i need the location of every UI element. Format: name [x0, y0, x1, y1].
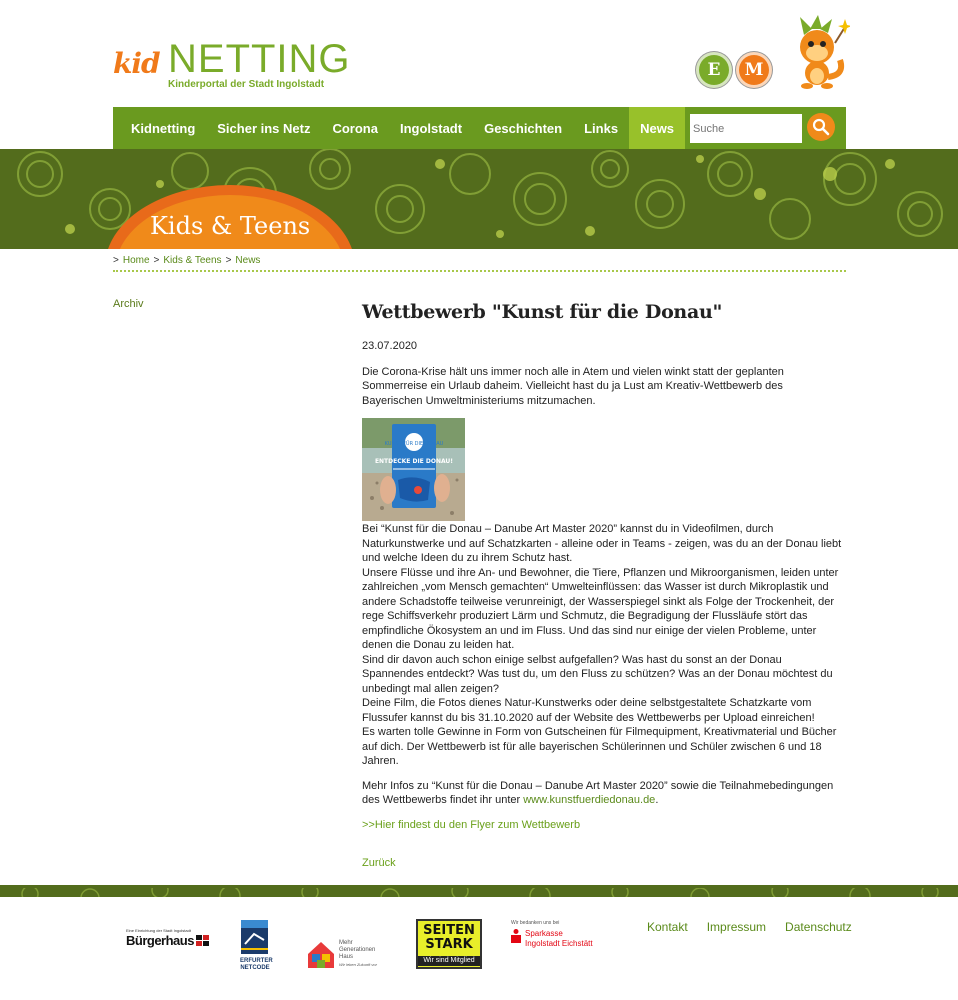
mascot-icon — [790, 15, 850, 90]
nav-item-news[interactable]: News — [629, 107, 685, 149]
breadcrumb-current[interactable]: News — [235, 255, 261, 266]
buergerhaus-icon — [196, 935, 210, 947]
search-button[interactable] — [807, 113, 835, 141]
footer-pattern — [0, 888, 958, 897]
footer-links — [647, 920, 852, 934]
buergerhaus-text: Bürgerhaus — [126, 933, 194, 948]
search-input[interactable] — [690, 114, 802, 143]
flyer-text-donau: ENTDECKE DIE DONAU! — [374, 458, 454, 465]
breadcrumb-home[interactable]: Home — [122, 255, 150, 266]
netcode-icon — [240, 920, 270, 954]
breadcrumb-separator: > — [113, 255, 119, 266]
nav-item-geschichten[interactable]: Geschichten — [484, 120, 563, 136]
breadcrumb-separator: > — [225, 255, 232, 266]
flyer-text-kunst: KUNST FÜR DIE DONAU — [384, 441, 444, 447]
nav-item-kidnetting[interactable]: Kidnetting — [131, 120, 196, 136]
banner-title: Kids & Teens — [150, 212, 311, 240]
erfurter-netcode-logo[interactable] — [240, 920, 273, 974]
footer-band — [0, 885, 958, 897]
mgh-text-3: Haus — [339, 954, 354, 960]
seitenstark-text-3: Wir sind Mitglied — [418, 956, 480, 966]
footer-link-kontakt[interactable]: Kontakt — [647, 920, 688, 934]
more-info-suffix: . — [655, 794, 659, 806]
more-info-text: Mehr Infos zu “Kunst für die Donau – Danube Art Master 2020” sowie die Teilnahmebedingungen des Wettbewerbs findet ihr unter — [362, 779, 834, 806]
breadcrumb-section[interactable]: Kids & Teens — [163, 255, 222, 266]
mgh-text-1: Mehr — [339, 940, 353, 946]
article-date: 23.07.2020 — [362, 340, 418, 352]
seitenstark-logo[interactable] — [416, 919, 482, 969]
search-icon — [812, 118, 830, 136]
mehrgenerationenhaus-logo[interactable] — [306, 940, 386, 974]
sparkasse-logo[interactable] — [511, 920, 611, 960]
banner-pattern — [0, 149, 958, 249]
footer-link-datenschutz[interactable]: Datenschutz — [785, 920, 852, 934]
language-m-button[interactable]: M — [736, 52, 772, 88]
sparkasse-text-2: Ingolstadt Eichstätt — [525, 939, 593, 948]
back-link[interactable]: Zurück — [362, 857, 396, 869]
logo-netting-text: NETTING — [168, 37, 351, 81]
sidebar-archiv-link[interactable]: Archiv — [113, 298, 144, 310]
logo-kid-text: kid — [113, 47, 160, 80]
logo-subtitle: Kinderportal der Stadt Ingolstadt — [168, 79, 325, 90]
breadcrumb-separator: > — [153, 255, 160, 266]
house-icon — [306, 940, 336, 970]
seitenstark-text-1: SEITEN — [423, 923, 475, 938]
breadcrumb — [113, 255, 260, 266]
mgh-text-4: Wir leben Zukunft vor — [339, 962, 377, 967]
article — [362, 300, 846, 871]
article-intro: Die Corona-Krise hält uns immer noch alle in Atem und vielen winkt statt der geplanten Sommerreise ein Urlaub daheim. Vielleicht hast du ja Lust am Kreativ-Wettbewerb des Bayerischen Umweltministeriums mitzumachen. — [362, 365, 784, 407]
nav-item-corona[interactable]: Corona — [332, 120, 378, 136]
flyer-photo — [362, 418, 465, 521]
competition-website-link[interactable]: www.kunstfuerdiedonau.de — [523, 794, 656, 806]
sparkasse-small-text: Wir bedanken uns bei — [511, 920, 560, 926]
article-title: Wettbewerb "Kunst für die Donau" — [362, 301, 723, 323]
flyer-link[interactable]: >>Hier findest du den Flyer zum Wettbewerb — [362, 818, 581, 831]
section-banner — [0, 149, 958, 249]
nav-item-links[interactable]: Links — [584, 120, 619, 136]
buergerhaus-small-text: Eine Einrichtung der Stadt Ingolstadt — [126, 928, 191, 933]
netcode-text-1: ERFURTER — [240, 958, 273, 964]
netcode-text-2: NETCODE — [240, 965, 270, 971]
nav-item-sicher-ins-netz[interactable]: Sicher ins Netz — [217, 120, 311, 136]
breadcrumb-divider — [113, 270, 846, 272]
mgh-text-2: Generationen — [339, 947, 376, 953]
article-image[interactable] — [362, 418, 465, 521]
sparkasse-text-1: Sparkasse — [525, 929, 563, 938]
main-nav — [113, 107, 846, 149]
buergerhaus-logo[interactable] — [126, 928, 212, 950]
footer-link-impressum[interactable]: Impressum — [706, 920, 767, 934]
sparkasse-icon — [511, 929, 521, 943]
nav-item-ingolstadt[interactable]: Ingolstadt — [399, 120, 463, 136]
article-body: Bei “Kunst für die Donau – Danube Art Master 2020” kannst du in Videofilmen, durch Naturkunstwerke und auf Schatzkarten - alleine oder in Teams - zeigen, was du an der Donau liebt und welche Ideen du zu ihrem Schutz hast. Unsere Flüsse und ihre An- und Bewohner, die Tiere, Pflanzen und Mikroorganismen, leiden unter zahlreichen „vom Mensch gemachten“ Umwelteinflüssen: das Wasser ist durch Mikroplastik und andere Schadstoffe teilweise verunreinigt, der Wasserspiegel sinkt als Folge der Trockenheit, der rege Schiffsverkehr produziert Lärm und Schmutz, die Begradigung der Flussläufe stört das empfindliche Ökosystem an und im Fluss. Und das sind nur einige der vielen Probleme, unter denen die Donau zu leiden hat. Sind dir davon auch schon einige selbst aufgefallen? Was hast du sonst an der Donau Spannendes entdeckt? Was tust du, um den Fluss zu schützen? Was an der Donau möchtest du unbedingt mal allen zeigen? Deine Film, die Fotos dienes Natur-Kunstwerks oder deine selbstgestaltete Schatzkarte vom Flussufer kannst du bis 31.10.2020 auf der Website des Wettbewerbs per Upload einreichen! Es warten tolle Gewinne in Form von Gutscheinen für Filmequipment, Kreativmaterial und Bücher auf dich. Der Wettbewerb ist für alle bayerischen Schülerinnen und Schüler zwischen 6 und 18 Jahren. — [362, 523, 842, 767]
language-e-button[interactable]: E — [696, 52, 732, 88]
seitenstark-text-2: STARK — [425, 937, 473, 952]
article-more-info — [362, 779, 846, 808]
